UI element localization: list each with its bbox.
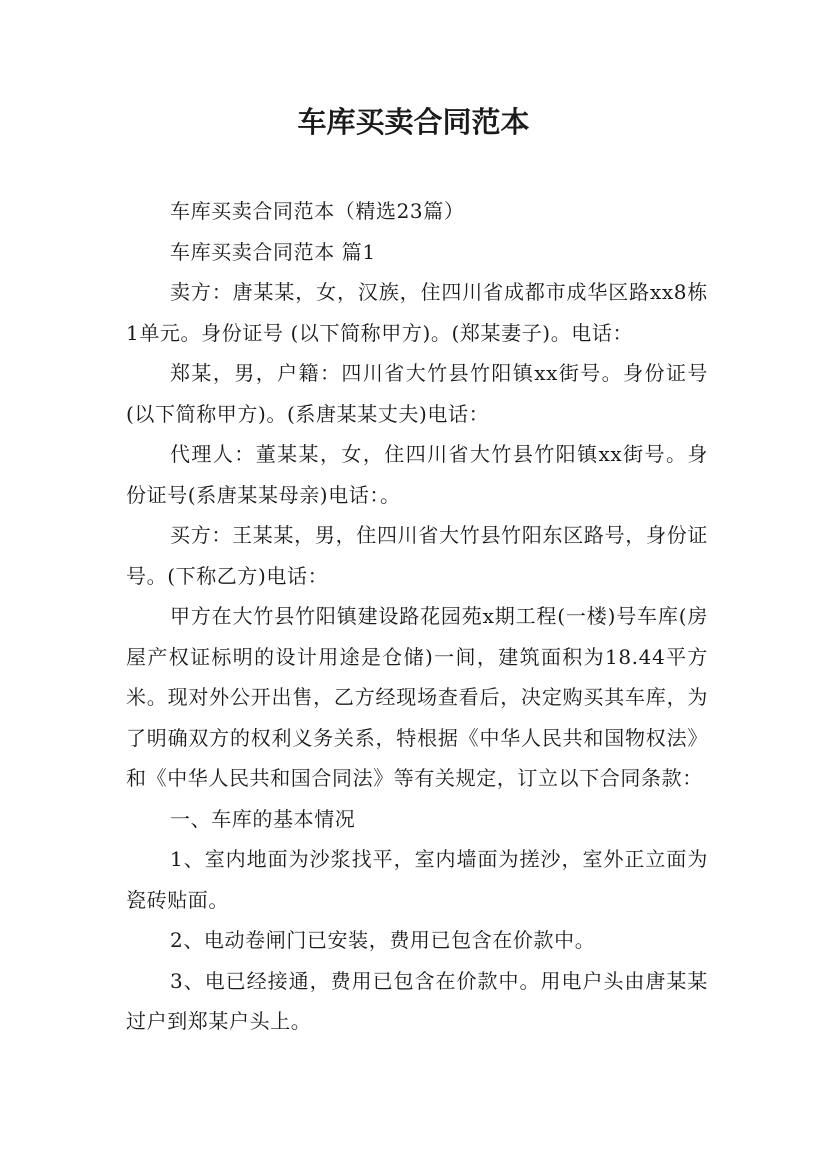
document-body [126, 191, 708, 1042]
paragraph-seller: 卖方：唐某某，女，汉族，住四川省成都市成华区路xx8栋1单元。身份证号 (以下简称甲方)。(郑某妻子)。电话： [126, 280, 708, 345]
paragraph-section-heading: 车库买卖合同范本 篇1 [170, 239, 376, 264]
paragraph-agent: 代理人：董某某，女，住四川省大竹县竹阳镇xx街号。身份证号(系唐某某母亲)电话：。 [126, 442, 708, 507]
paragraph-preamble: 甲方在大竹县竹阳镇建设路花园苑x期工程(一楼)号车库(房屋产权证标明的设计用途是仓储)一间，建筑面积为18.44平方米。现对外公开出售，乙方经现场查看后，决定购买其车库，为了明确双方的权利义务关系，特根据《中华人民共和国物权法》和《中华人民共和国合同法》等有关规定，订立以下合同条款： [126, 604, 708, 790]
paragraph-clause-heading: 一、车库的基本情况 [170, 806, 356, 831]
paragraph-clause-3: 3、电已经接通，费用已包含在价款中。用电户头由唐某某过户到郑某户头上。 [126, 968, 708, 1033]
paragraph-buyer: 买方：王某某，男，住四川省大竹县竹阳东区路号，身份证号。(下称乙方)电话： [126, 523, 708, 588]
paragraph-clause-1: 1、室内地面为沙浆找平，室内墙面为搓沙，室外正立面为瓷砖贴面。 [126, 847, 708, 912]
document-title: 车库买卖合同范本 [297, 105, 530, 139]
paragraph-subtitle: 车库买卖合同范本（精选23篇） [170, 199, 465, 223]
paragraph-seller-spouse: 郑某，男，户籍：四川省大竹县竹阳镇xx街号。身份证号(以下简称甲方)。(系唐某某丈夫)电话： [126, 361, 708, 426]
paragraph-clause-2: 2、电动卷闸门已安装，费用已包含在价款中。 [170, 928, 596, 952]
